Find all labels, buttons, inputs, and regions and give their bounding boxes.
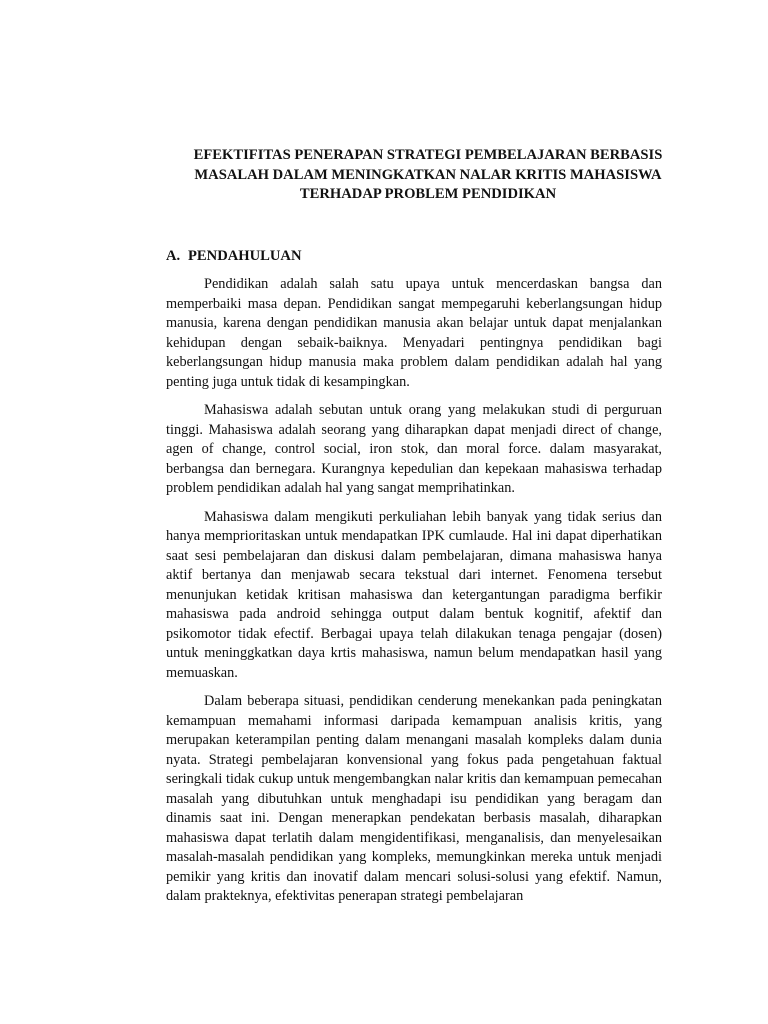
title-line-2: MASALAH DALAM MENINGKATKAN NALAR KRITIS MAHASISWA: [194, 166, 662, 183]
paragraph-1: Pendidikan adalah salah satu upaya untuk mencerdaskan bangsa dan memperbaiki masa depan. Pendidikan sangat mempegaruhi keberlangsungan hidup manusia, karena dengan pendidikan manusia akan belajar untuk dapat menjalankan kehidupan dengan sebaik-baiknya. Menyadari pentingnya pendidikan bagi keberlangsungan hidup manusia maka problem dalam pendidikan adalah hal yang penting juga untuk tidak di kesampingkan.: [166, 276, 662, 390]
document-body: [166, 275, 662, 907]
section-title: PENDAHULUAN: [188, 247, 302, 264]
paragraph-4: Dalam beberapa situasi, pendidikan cenderung menekankan pada peningkatan kemampuan memahami informasi daripada kemampuan analisis kritis, yang merupakan keterampilan penting dalam menangani masalah kompleks dalam dunia nyata. Strategi pembelajaran konvensional yang fokus pada pengetahuan faktual seringkali tidak cukup untuk mengembangkan nalar kritis dan kemampuan pemecahan masalah yang dibutuhkan untuk menghadapi isu pendidikan yang beragam dan dinamis saat ini. Dengan menerapkan pendekatan berbasis masalah, diharapkan mahasiswa dapat terlatih dalam mengidentifikasi, menganalisis, dan menyelesaikan masalah-masalah pendidikan yang kompleks, memungkinkan mereka untuk menjadi pemikir yang kritis dan inovatif dalam mencari solusi-solusi yang efektif. Namun, dalam prakteknya, efektivitas penerapan strategi pembelajaran: [166, 693, 662, 904]
section-heading: [166, 247, 662, 267]
section-number: A.: [166, 247, 181, 264]
title-line-1: EFEKTIFITAS PENERAPAN STRATEGI PEMBELAJARAN BERBASIS: [193, 147, 663, 163]
title-line-3: TERHADAP PROBLEM PENDIDIKAN: [299, 186, 557, 202]
paragraph-2: Mahasiswa adalah sebutan untuk orang yang melakukan studi di perguruan tinggi. Mahasiswa adalah seorang yang diharapkan dapat menjadi direct of change, agen of change, control social, iron stok, dan moral force. dalam masyarakat, berbangsa dan bernegara. Kurangnya kepedulian dan kepekaan mahasiswa terhadap problem pendidikan adalah hal yang sangat memprihatinkan.: [166, 402, 662, 496]
document-title: [154, 146, 702, 205]
paragraph-3: Mahasiswa dalam mengikuti perkuliahan lebih banyak yang tidak serius dan hanya memprioritaskan untuk mendapatkan IPK cumlaude. Hal ini dapat diperhatikan saat sesi pembelajaran dan diskusi dalam pembelajaran, dimana mahasiswa hanya aktif bertanya dan menjawab secara tekstual dari internet. Fenomena tersebut menunjukan ketidak kritisan mahasiswa dan ketergantungan paradigma berfikir mahasiswa pada android sehingga output dalam bentuk kognitif, afektif dan psikomotor tidak efectif. Berbagai upaya telah dilakukan tenaga pengajar (dosen) untuk meninggkatkan daya krtis mahasiswa, namun belum mendapatkan hasil yang memuaskan.: [166, 508, 662, 681]
